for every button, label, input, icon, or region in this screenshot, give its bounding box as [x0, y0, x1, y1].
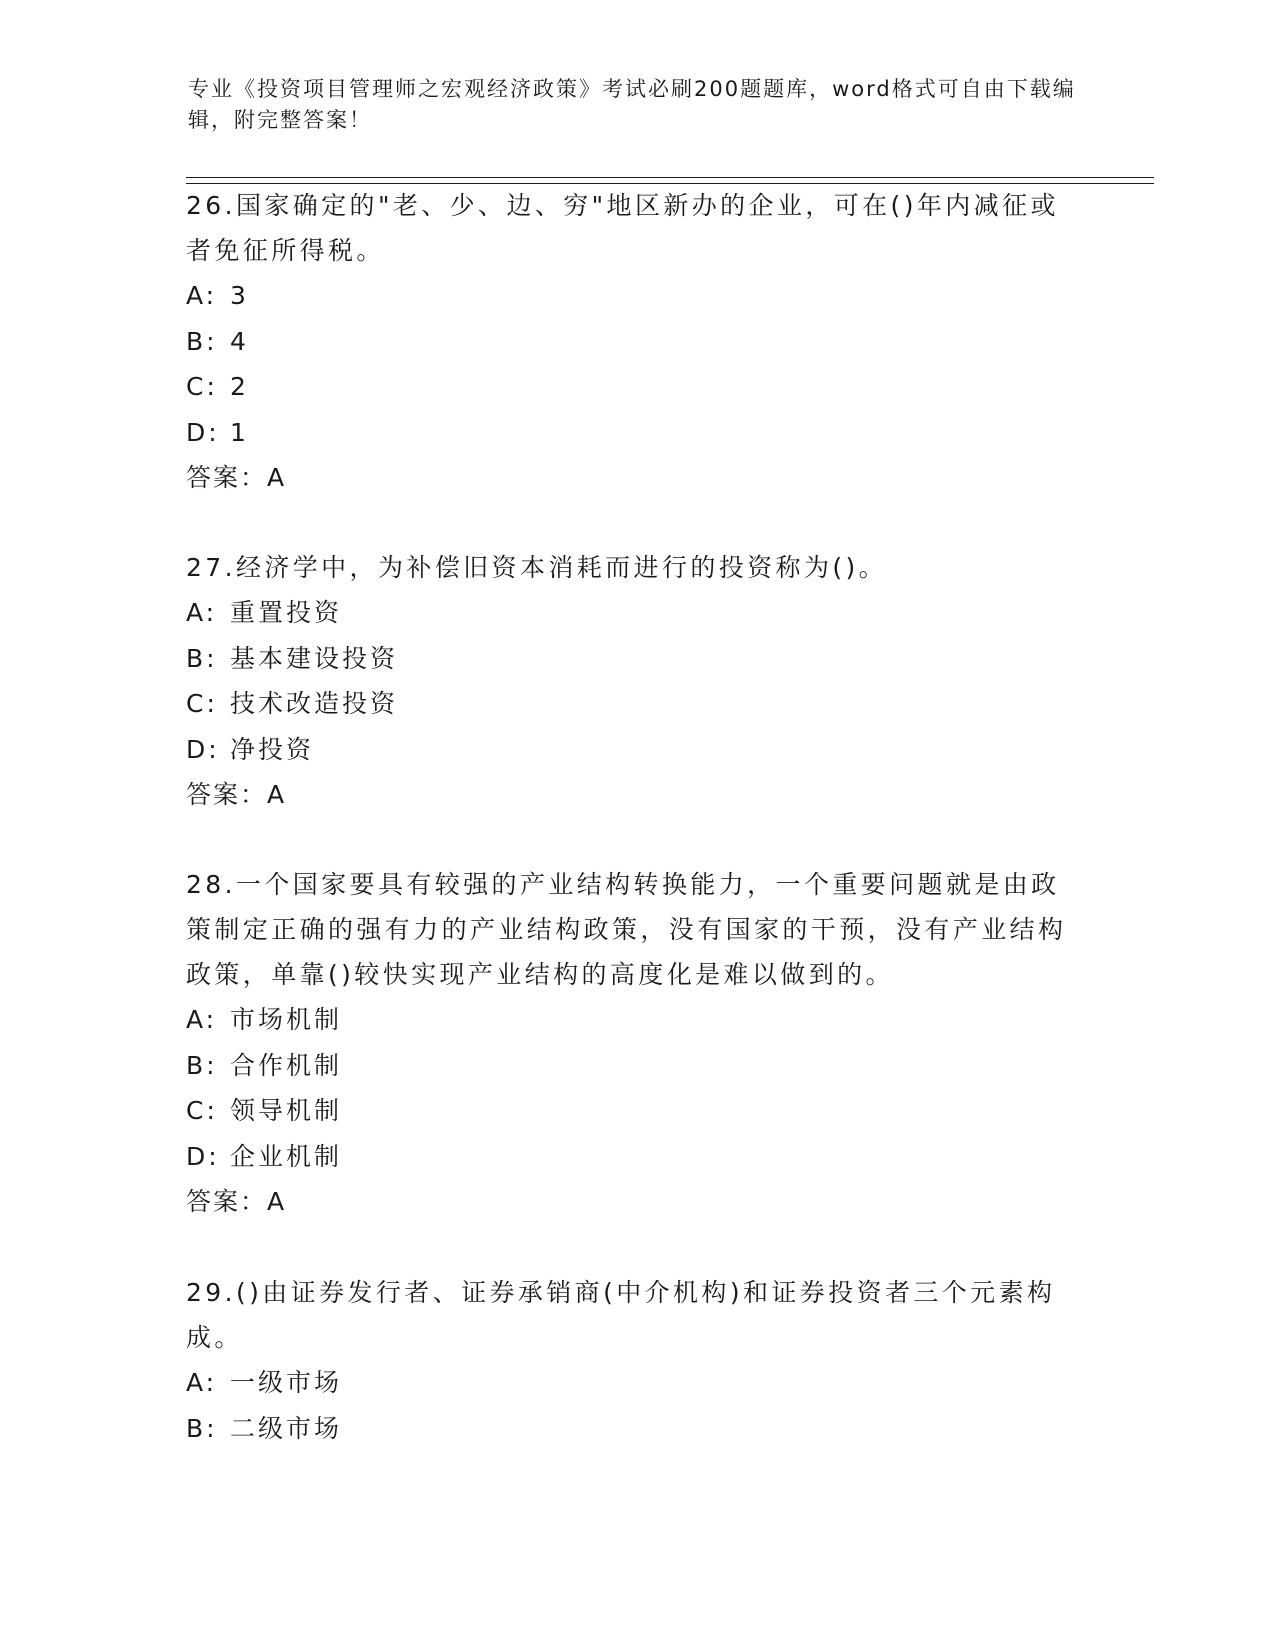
option-b [186, 1406, 1076, 1452]
option-a [186, 590, 1076, 636]
option-d [186, 727, 1076, 773]
option-letter: D: [186, 417, 220, 447]
question-stem: 26.国家确定的"老、少、边、穷"地区新办的企业，可在()年内减征或者免征所得税。 [186, 191, 1059, 265]
question-stem: 27.经济学中，为补偿旧资本消耗而进行的投资称为()。 [186, 553, 888, 582]
answer-line: 答案：A [186, 1187, 287, 1216]
option-text: 二级市场 [230, 1413, 343, 1443]
question-27 [186, 545, 1076, 817]
option-letter: A: [186, 281, 218, 310]
question-stem: 29.()由证券发行者、证券承销商(中介机构)和证券投资者三个元素构成。 [186, 1278, 1056, 1352]
header-divider-top [186, 177, 1154, 178]
option-letter: C: [186, 1096, 218, 1125]
option-letter: B: [186, 643, 218, 673]
answer-line: 答案：A [186, 780, 287, 809]
option-text: 1 [230, 417, 249, 447]
document-intro: 专业《投资项目管理师之宏观经济政策》考试必刷200题题库，word格式可自由下载编辑，附完整答案！ [188, 77, 1076, 132]
option-letter: C: [186, 372, 218, 401]
option-text: 市场机制 [230, 1005, 343, 1034]
option-text: 净投资 [230, 734, 315, 764]
option-text: 合作机制 [230, 1050, 343, 1080]
option-letter: C: [186, 689, 218, 718]
option-text: 领导机制 [230, 1096, 343, 1125]
option-letter: A: [186, 1005, 218, 1034]
option-letter: A: [186, 598, 218, 627]
option-text: 3 [230, 281, 249, 310]
option-letter: B: [186, 1050, 218, 1080]
option-text: 4 [230, 326, 249, 356]
option-letter: B: [186, 1413, 218, 1443]
option-letter: B: [186, 326, 218, 356]
option-text: 基本建设投资 [230, 643, 399, 673]
question-29 [186, 1270, 1076, 1451]
option-d [186, 1134, 1076, 1180]
option-b [186, 636, 1076, 682]
option-text: 2 [230, 372, 249, 401]
option-letter: A: [186, 1368, 218, 1397]
answer-line: 答案：A [186, 463, 287, 492]
option-b [186, 1043, 1076, 1089]
question-28 [186, 862, 1076, 1224]
question-26 [186, 183, 1076, 500]
option-c [186, 364, 1076, 410]
option-text: 一级市场 [230, 1368, 343, 1397]
option-letter: D: [186, 734, 220, 764]
option-a [186, 997, 1076, 1043]
option-b [186, 319, 1076, 365]
option-a [186, 1360, 1076, 1406]
option-text: 重置投资 [230, 598, 343, 627]
option-c [186, 1088, 1076, 1134]
question-stem: 28.一个国家要具有较强的产业结构转换能力，一个重要问题就是由政策制定正确的强有力的产业结构政策，没有国家的干预，没有产业结构政策，单靠()较快实现产业结构的高度化是难以做到的。 [186, 870, 1067, 989]
option-text: 技术改造投资 [230, 689, 399, 718]
option-a [186, 273, 1076, 319]
option-letter: D: [186, 1141, 220, 1171]
option-d [186, 410, 1076, 456]
option-c [186, 681, 1076, 727]
option-text: 企业机制 [230, 1141, 343, 1171]
